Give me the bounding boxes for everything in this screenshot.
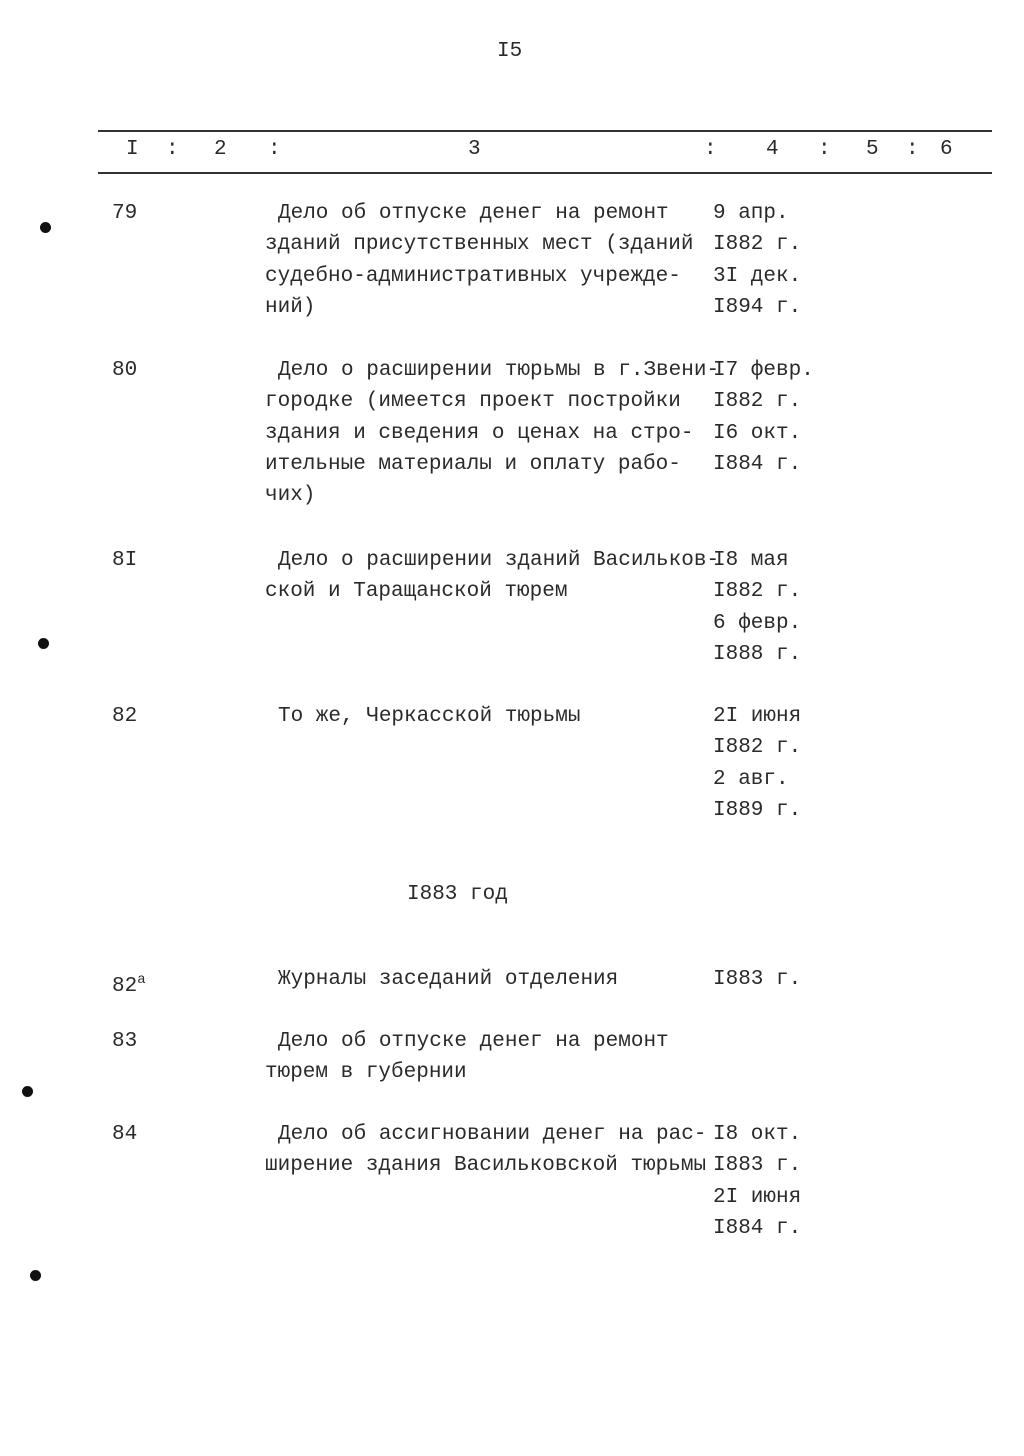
column-header-label: I: [126, 138, 139, 161]
entry-date: I884 г.: [713, 1216, 802, 1240]
column-separator: :: [818, 138, 831, 161]
entry-date: I7 февр.: [713, 359, 814, 382]
entry-date: 6 февр.: [713, 611, 802, 635]
entry-date: I884 г.: [713, 452, 802, 476]
entry-date: 2 авг.: [713, 767, 789, 791]
column-header-label: 5: [866, 138, 879, 161]
entry-description-line: Дело об отпуске денег на ремонт: [278, 1030, 669, 1053]
entry-description-line: здания и сведения о ценах на стро-: [265, 421, 694, 445]
entry-number: 8I: [112, 549, 138, 572]
entry-number: 84: [112, 1123, 138, 1146]
section-heading: I883 год: [407, 883, 508, 906]
entry-date: 3I дек.: [713, 264, 802, 288]
entry-description-line: ской и Таращанской тюрем: [265, 580, 568, 604]
punch-hole-mark: [40, 222, 51, 233]
entry-description-line: ний): [265, 295, 316, 319]
entry-description-line: Журналы заседаний отделения: [278, 968, 619, 991]
entry-description-line: То же, Черкасской тюрьмы: [278, 705, 581, 728]
column-separator: :: [166, 138, 179, 161]
entry-date: I888 г.: [713, 642, 802, 666]
entry-date: I889 г.: [713, 798, 802, 822]
punch-hole-mark: [30, 1270, 41, 1281]
entry-number: $82^а$: [112, 972, 146, 998]
entry-date: 9 апр.: [713, 202, 789, 225]
entry-number: 79: [112, 202, 138, 225]
column-header-label: 4: [766, 138, 779, 161]
entry-number: 80: [112, 359, 138, 382]
entry-description-line: городке (имеется проект постройки: [265, 390, 681, 414]
entry-date: I883 г.: [713, 1154, 802, 1178]
entry-description-line: судебно-административных учрежде-: [265, 264, 681, 288]
entry-description-line: чих): [265, 484, 316, 508]
entry-date: I8 окт.: [713, 1123, 802, 1146]
column-header-label: 6: [940, 138, 953, 161]
entry-date: I6 окт.: [713, 421, 802, 445]
column-header-label: 3: [468, 138, 481, 161]
entry-description-line: Дело о расширении тюрьмы в г.Звени-: [278, 359, 720, 382]
entry-description-line: Дело об отпуске денег на ремонт: [278, 202, 669, 225]
entry-description-line: тюрем в губернии: [265, 1061, 467, 1085]
entry-number: 82: [112, 705, 138, 728]
column-separator: :: [268, 138, 281, 161]
entry-number: 83: [112, 1030, 138, 1053]
entry-description-line: Дело об ассигновании денег на рас-: [278, 1123, 707, 1146]
column-header-label: 2: [214, 138, 227, 161]
entry-date: I8 мая: [713, 549, 789, 572]
entry-date: I883 г.: [713, 968, 802, 991]
entry-date: I882 г.: [713, 580, 802, 604]
entry-description-line: Дело о расширении зданий Васильков-: [278, 549, 720, 572]
entry-description-line: ширение здания Васильковской тюрьмы: [265, 1154, 707, 1178]
entry-description-line: ительные материалы и оплату рабо-: [265, 452, 681, 476]
column-separator: :: [704, 138, 717, 161]
entry-date: I882 г.: [713, 233, 802, 257]
header-top-rule: [98, 130, 992, 132]
punch-hole-mark: [22, 1086, 33, 1097]
punch-hole-mark: [38, 638, 49, 649]
page-number: I5: [497, 40, 523, 63]
header-bottom-rule: [98, 172, 992, 174]
column-separator: :: [906, 138, 919, 161]
entry-number-suffix: а: [137, 972, 146, 988]
entry-description-line: зданий присутственных мест (зданий: [265, 233, 694, 257]
entry-date: 2I июня: [713, 1185, 802, 1209]
entry-date: I894 г.: [713, 295, 802, 319]
entry-date: 2I июня: [713, 705, 802, 728]
entry-date: I882 г.: [713, 390, 802, 414]
entry-date: I882 г.: [713, 736, 802, 760]
